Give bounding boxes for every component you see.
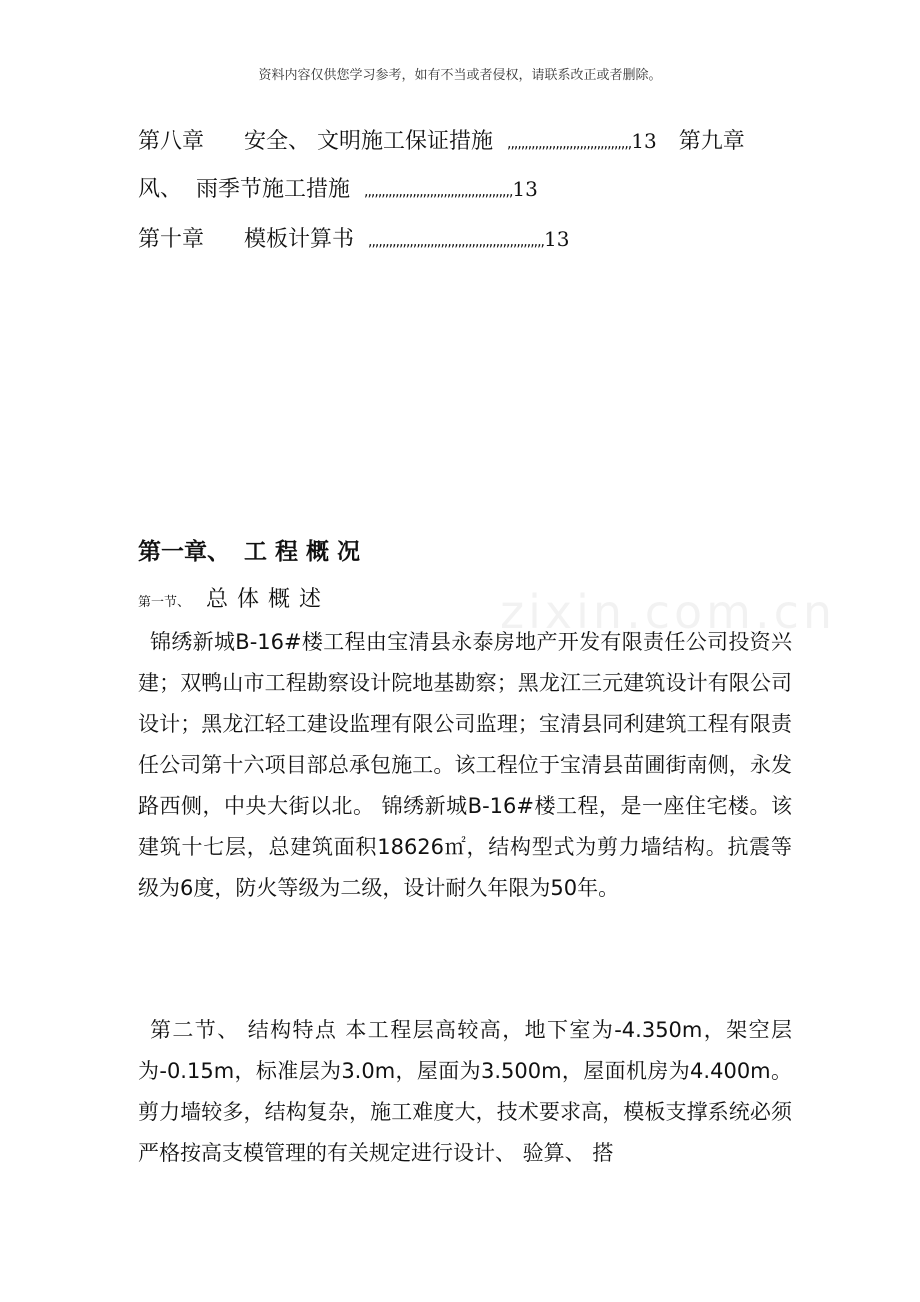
chapter-label: 第一章、: [138, 539, 230, 565]
watermark: zixin.com.cn: [500, 585, 837, 639]
toc-page: 13: [544, 227, 570, 251]
toc-page: 13: [631, 129, 657, 153]
chapter-heading: [138, 533, 368, 566]
toc-line-chapter-8: [138, 124, 745, 155]
toc-chapter: 风、: [138, 177, 183, 202]
toc-title: 雨季节施工措施: [196, 177, 351, 202]
toc-dots: ,,,,,,,,,,,,,,,,,,,,,,,,,,,,,,,,,,,,,,,,,,,: [364, 184, 513, 200]
toc-chapter: 第十章: [138, 227, 205, 252]
header-note: 资料内容仅供您学习参考，如有不当或者侵权，请联系改正或者删除。: [258, 68, 662, 83]
toc-title: 模板计算书: [244, 227, 355, 252]
toc-next-chapter: 第九章: [678, 129, 745, 154]
paragraph-overview: 锦绣新城B-16#楼工程由宝清县永泰房地产开发有限责任公司投资兴建；双鸭山市工程勘察设计院地基勘察；黑龙江三元建筑设计有限公司设计；黑龙江轻工建设监理有限公司监理；宝清县同利建筑工程有限责任公司第十六项目部总承包施工。该工程位于宝清县苗圃街南侧，永发路西侧，中央大街以北。 锦绣新城B-16#楼工程，是一座住宅楼。该建筑十七层，总建筑面积18626㎡，结构型式为剪力墙结构。抗震等级为6度，防火等级为二级，设计耐久年限为50年。: [138, 630, 792, 900]
section-label: 第一节、: [138, 595, 191, 610]
toc-dots: ,,,,,,,,,,,,,,,,,,,,,,,,,,,,,,,,,,,,,,,,,,,,,,,,,,,: [368, 234, 544, 250]
chapter-title: 工程概况: [244, 539, 368, 565]
toc-chapter: 第八章: [138, 129, 205, 154]
toc-line-chapter-9: [138, 172, 538, 203]
toc-line-chapter-10: [138, 222, 569, 253]
section-title: 总体概述: [206, 587, 331, 612]
toc-dots: ,,,,,,,,,,,,,,,,,,,,,,,,,,,,,,,,,,,,: [507, 136, 632, 152]
toc-page: 13: [512, 177, 538, 201]
paragraph-structure: 第二节、 结构特点 本工程层高较高，地下室为-4.350m，架空层为-0.15m，标准层为3.0m，屋面为3.500m，屋面机房为4.400m。剪力墙较多，结构复杂，施工难度大，技术要求高，模板支撑系统必须严格按高支模管理的有关规定进行设计、 验算、 搭: [138, 1018, 792, 1165]
section-heading: [138, 582, 330, 613]
toc-title: 安全、 文明施工保证措施: [244, 129, 494, 154]
